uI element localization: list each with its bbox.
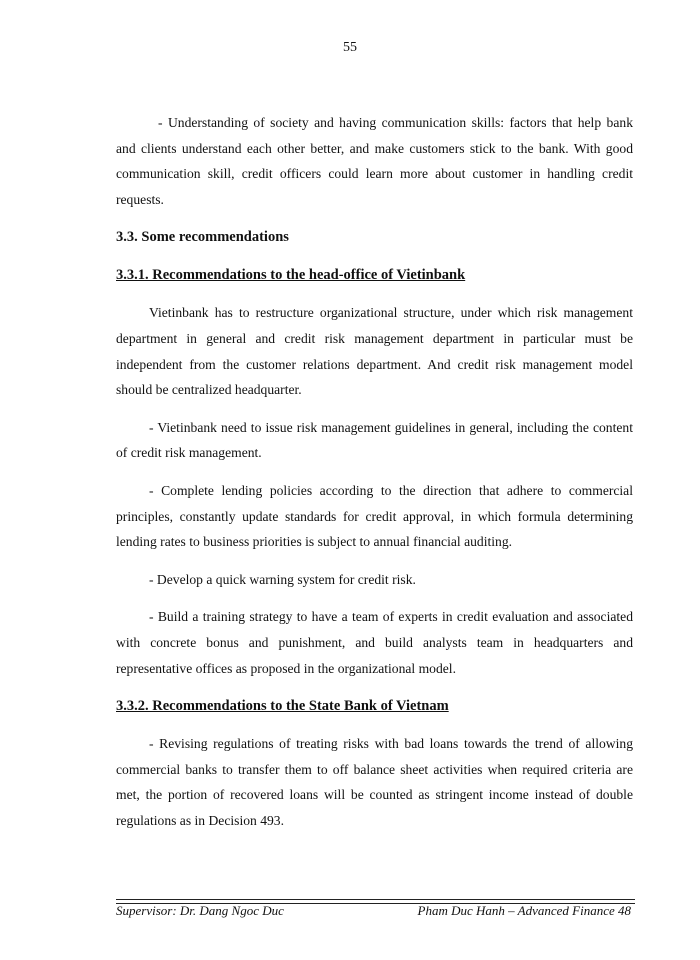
- page-body: [116, 110, 633, 833]
- paragraph: - Complete lending policies according to the direction that adhere to commercial principles, constantly update standards for credit approval, in which formula determining lending rates to business priorities is subject to annual financial auditing.: [116, 482, 633, 550]
- footer: [116, 903, 631, 919]
- paragraph: - Build a training strategy to have a team of experts in credit evaluation and associated with concrete bonus and punishment, and build analysts team in headquarters and representative offices as proposed in the organizational model.: [116, 609, 633, 676]
- page-number: 55: [343, 40, 357, 55]
- footer-author: Pham Duc Hanh – Advanced Finance 48: [417, 903, 631, 918]
- footer-supervisor: Supervisor: Dr. Dang Ngoc Duc: [116, 903, 284, 918]
- paragraph: - Develop a quick warning system for credit risk.: [149, 571, 416, 587]
- paragraph: - Understanding of society and having communication skills: factors that help bank and clients understand each other better, and make customers stick to the bank. With good communication skill, credit officers could learn more about customer in handling credit requests.: [116, 115, 633, 207]
- paragraph: - Revising regulations of treating risks with bad loans towards the trend of allowing commercial banks to transfer them to off balance sheet activities when required criteria are met, the portion of recovered loans will be counted as stringent income instead of double regulations as in Decision 493.: [116, 736, 633, 828]
- paragraph: - Vietinbank need to issue risk management guidelines in general, including the content of credit risk management.: [116, 419, 633, 461]
- section-heading: 3.3. Some recommendations: [116, 229, 289, 246]
- subsection-heading: 3.3.2. Recommendations to the State Bank of Vietnam: [116, 698, 449, 715]
- subsection-heading: 3.3.1. Recommendations to the head-office of Vietinbank: [116, 267, 466, 284]
- paragraph: Vietinbank has to restructure organizational structure, under which risk management department in general and credit risk management department in particular must be independent from the customer relations department. And credit risk management model should be centralized headquarter.: [116, 305, 633, 398]
